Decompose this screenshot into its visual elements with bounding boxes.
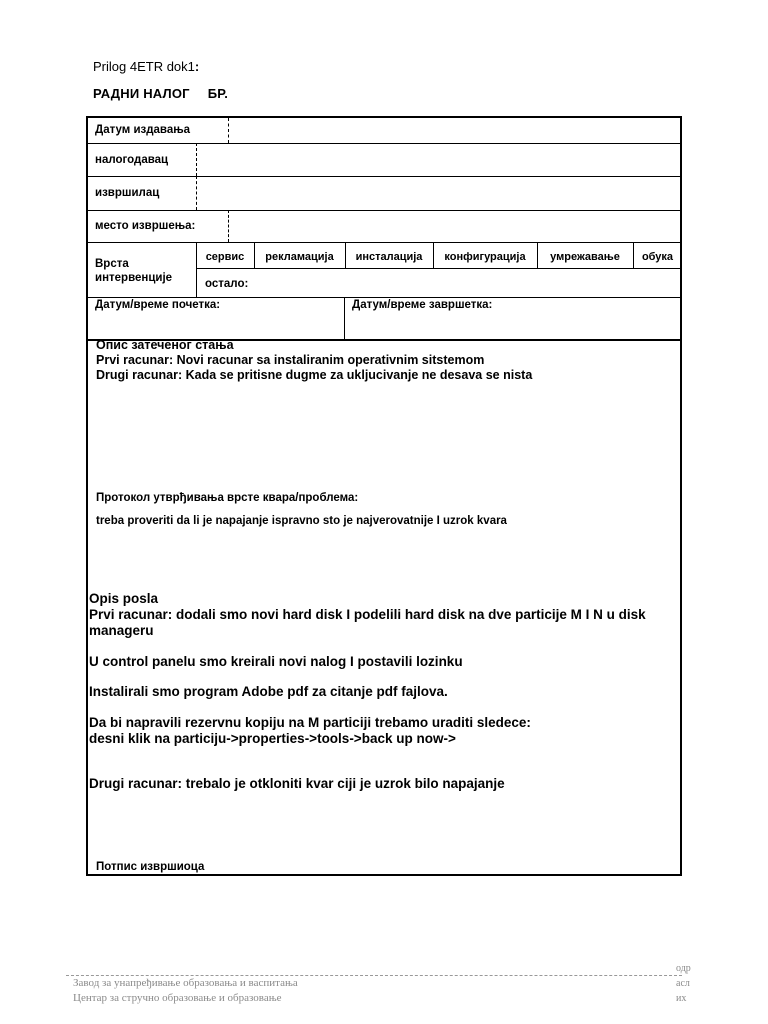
divider: [344, 297, 345, 339]
footer-side-text: одр: [676, 963, 691, 974]
divider: [196, 268, 680, 269]
footer-side-text: их: [676, 993, 687, 1004]
work-line: Da bi napravili rezervnu kopiju na M particiji trebamo uraditi sledece:: [89, 715, 531, 730]
initial-state-line-1: Prvi racunar: Novi racunar sa instaliranim operativnim sitstemom: [96, 353, 485, 367]
fault-protocol-heading: Протокол утврђивања врсте квара/проблема:: [96, 492, 359, 504]
title-text: РАДНИ НАЛОГ: [93, 86, 190, 101]
work-description-heading: Opis posla: [89, 591, 159, 606]
intervention-type-label: Врста: [95, 258, 129, 270]
end-datetime-label: Датум/време завршетка:: [352, 299, 493, 311]
work-line: Instalirali smo program Adobe pdf za citanje pdf fajlova.: [89, 684, 448, 699]
option-configuration: конфигурација: [444, 251, 526, 263]
work-line: Drugi racunar: trebalo je otkloniti kvar ciji je uzrok bilo napajanje: [89, 776, 505, 791]
divider: [88, 210, 680, 211]
divider: [196, 143, 197, 176]
footer-side-text: асл: [676, 978, 690, 989]
page-title: [93, 86, 228, 101]
divider: [88, 176, 680, 177]
location-label: место извршења:: [95, 220, 196, 232]
divider: [228, 210, 229, 242]
intervention-type-label-2: интервенције: [95, 272, 173, 284]
footer-institution: Завод за унапређивање образовања и васпитања: [73, 977, 298, 989]
divider: [228, 118, 229, 143]
work-line: Prvi racunar: dodali smo novi hard disk I podelili hard disk na dve particije M I N u disk: [89, 607, 646, 622]
prilog-label: Prilog 4ETR dok1: [93, 59, 195, 74]
option-complaint: рекламација: [265, 251, 334, 263]
work-line: U control panelu smo kreirali novi nalog I postavili lozinku: [89, 654, 463, 669]
divider: [88, 297, 680, 298]
fault-protocol-text: treba proveriti da li je napajanje ispravno sto je najverovatnije I uzrok kvara: [96, 515, 507, 527]
option-service: сервис: [205, 251, 245, 263]
option-networking: умрежавање: [550, 251, 620, 263]
work-line: manageru: [89, 623, 154, 638]
work-order-form: [86, 116, 682, 876]
divider: [196, 176, 197, 210]
divider: [88, 143, 680, 144]
document-reference: [93, 59, 199, 74]
other-label: остало:: [205, 278, 249, 290]
start-datetime-label: Датум/време почетка:: [95, 299, 221, 311]
title-number-label: БР.: [207, 86, 229, 101]
divider: [88, 242, 680, 243]
footer-divider: [66, 975, 682, 976]
initial-state-line-2: Drugi racunar: Kada se pritisne dugme za ukljucivanje ne desava se nista: [96, 368, 533, 382]
footer-center: Центар за стручно образовање и образовање: [73, 992, 282, 1004]
work-line: desni klik na particiju->properties->tools->back up now->: [89, 731, 456, 746]
option-training: обука: [641, 251, 674, 263]
prilog-colon: :: [194, 59, 200, 74]
option-installation: инсталација: [355, 251, 423, 263]
issue-date-label: Датум издавања: [95, 124, 191, 136]
executor-signature-label: Потпис извршиоца: [96, 861, 205, 873]
client-label: налогодавац: [95, 154, 169, 166]
initial-state-heading: Опис затеченог стања: [96, 338, 234, 352]
executor-label: извршилац: [95, 187, 160, 199]
